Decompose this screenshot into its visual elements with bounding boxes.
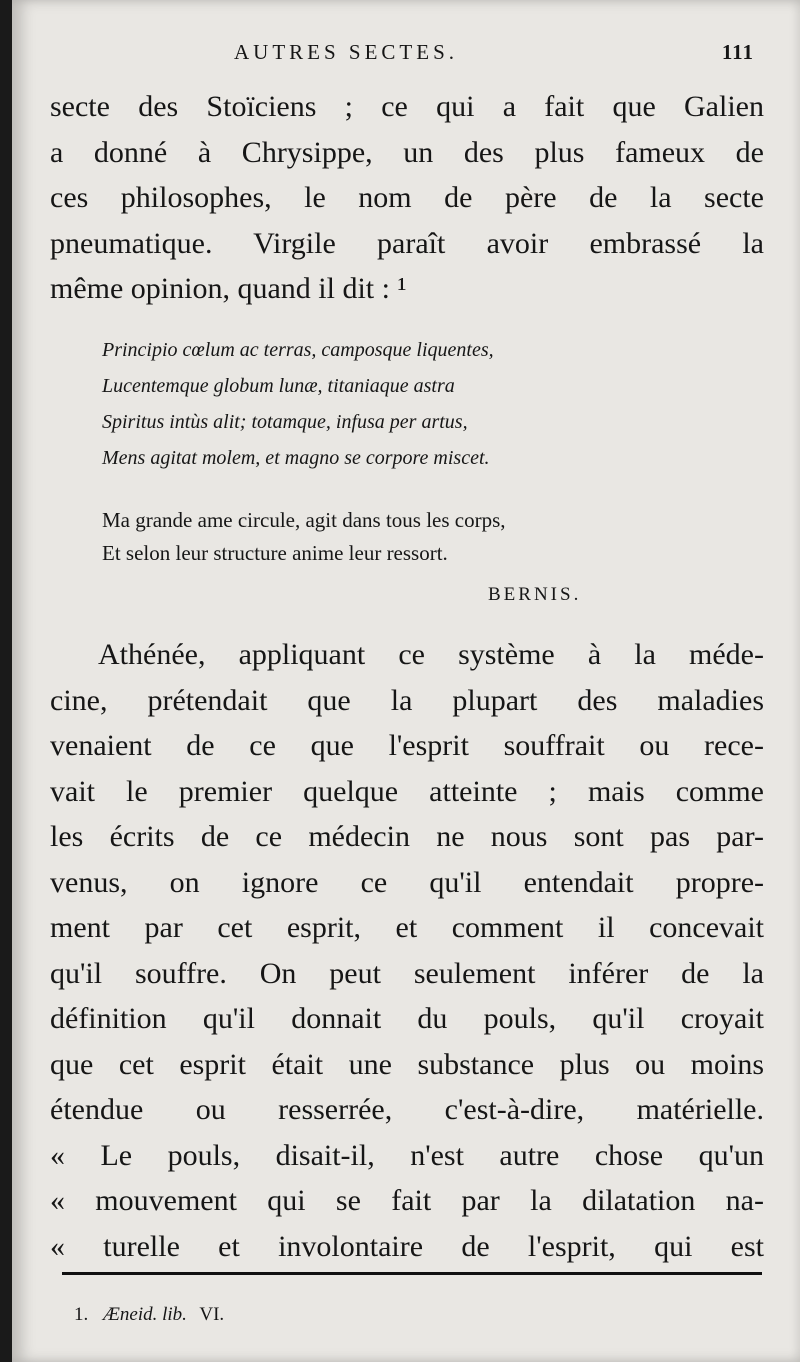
footnote-ref: 1. <box>74 1304 89 1325</box>
book-page <box>12 0 800 1362</box>
text-line: étendue ou resserrée, c'est-à-dire, matérielle. <box>50 1093 764 1126</box>
text-line: qu'il souffre. On peut seulement inférer de la <box>50 956 764 990</box>
text-line: venaient de ce que l'esprit souffrait ou rece- <box>50 729 764 762</box>
verse-line: Spiritus intùs alit; totamque, infusa per artus, <box>102 411 468 433</box>
text-line: que cet esprit était une substance plus ou moins <box>50 1047 764 1081</box>
text-line: « turelle et involontaire de l'esprit, qui est <box>50 1229 764 1263</box>
verse-line: Lucentemque globum lunæ, titaniaque astra <box>102 375 455 397</box>
verse-line: Principio cœlum ac terras, camposque liquentes, <box>102 339 494 361</box>
footnote <box>74 1304 224 1326</box>
text-line: ces philosophes, le nom de père de la secte <box>50 181 764 214</box>
paragraph-main <box>50 632 764 1269</box>
text-line: vait le premier quelque atteinte ; mais comme <box>50 774 764 808</box>
text-line: pneumatique. Virgile paraît avoir embrassé la <box>50 226 764 260</box>
latin-verse <box>102 332 702 476</box>
text-line: « Le pouls, disait-il, n'est autre chose qu'un <box>50 1138 764 1172</box>
french-verse <box>102 504 702 570</box>
paragraph-top <box>50 84 764 312</box>
page-number: 111 <box>721 40 754 64</box>
footnote-book: VI. <box>199 1304 225 1325</box>
text-line: a donné à Chrysippe, un des plus fameux de <box>50 135 764 169</box>
text-line: « mouvement qui se fait par la dilatation na- <box>50 1184 764 1217</box>
text-line: cine, prétendait que la plupart des maladies <box>50 683 764 717</box>
text-line: même opinion, quand il dit : ¹ <box>50 272 407 305</box>
text-line: venus, on ignore ce qu'il entendait propre- <box>50 865 764 899</box>
verse-line: Et selon leur structure anime leur ressort. <box>102 541 448 565</box>
text-line: ment par cet esprit, et comment il concevait <box>50 911 764 944</box>
footnote-rule <box>62 1272 762 1275</box>
verse-line: Mens agitat molem, et magno se corpore miscet. <box>102 447 490 469</box>
running-head-title: AUTRES SECTES. <box>234 40 459 64</box>
footnote-citation: Æneid. lib. <box>103 1304 187 1325</box>
verse-attribution: BERNIS. <box>488 584 582 605</box>
verse-line: Ma grande ame circule, agit dans tous les corps, <box>102 508 506 532</box>
running-head <box>234 40 754 76</box>
text-line: définition qu'il donnait du pouls, qu'il croyait <box>50 1002 764 1035</box>
text-line: les écrits de ce médecin ne nous sont pas par- <box>50 820 764 853</box>
text-line: secte des Stoïciens ; ce qui a fait que Galien <box>50 90 764 123</box>
text-line: Athénée, appliquant ce système à la méde- <box>98 638 764 671</box>
